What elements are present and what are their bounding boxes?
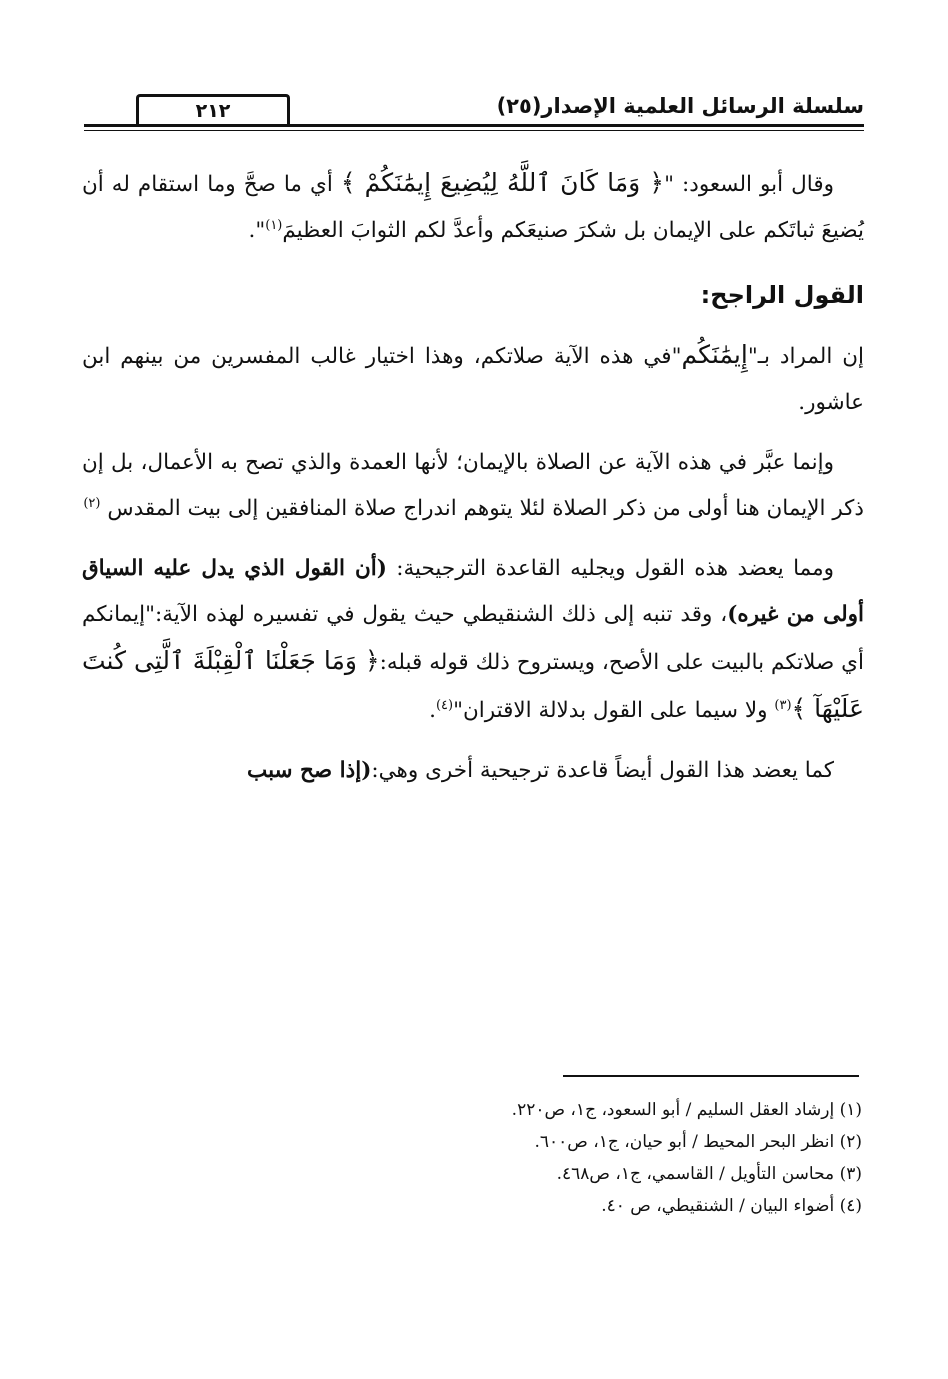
rule-bold: (أن القول الذي يدل عليه السياق أولى من غيره) — [82, 556, 864, 627]
paragraph-end: . — [429, 698, 436, 723]
quran-word: إِيمَٰنَكُم — [681, 340, 748, 369]
footnote-1: (١) إرشاد العقل السليم / أبو السعود، ج١، ص٢٢٠. — [511, 1100, 862, 1120]
footnote-ref-2[interactable]: (٢) — [83, 495, 101, 511]
footnote-2: (٢) انظر البحر المحيط / أبو حيان، ج١، ص٦٠٠. — [534, 1132, 862, 1152]
paragraph-context-rule — [82, 546, 864, 734]
paragraph-text-2: ولا سيما على القول بدلالة الاقتران" — [453, 698, 775, 723]
paragraph-abu-saud-quote — [82, 160, 864, 254]
rule-bold: (إذا صح سبب — [246, 758, 372, 783]
paragraph-end: ". — [248, 218, 266, 243]
section-heading: القول الراجح: — [700, 281, 864, 309]
paragraph-lead: إن المراد بـ" — [747, 344, 864, 369]
paragraph-another-rule — [82, 748, 864, 794]
page-header — [84, 88, 864, 144]
paragraph-text: ، وقد تنبه إلى ذلك الشنقيطي حيث يقول في تفسيره لهذه الآية:"إيمانكم أي صلاتكم بالبيت على الأصح، ويستروح ذلك قوله قبله: — [82, 602, 864, 675]
paragraph-text: وإنما عبَّر في هذه الآية عن الصلاة بالإيمان؛ لأنها العمدة والذي تصح به الأعمال، بل إن ذكر الإيمان هنا أولى من ذكر الصلاة لئلا يتوهم اندراج صلاة المنافقين إلى بيت المقدس — [82, 450, 864, 521]
quran-verse: ﴿ وَمَا كَانَ ٱللَّهُ لِيُضِيعَ إِيمَٰنَكُمْ ﴾ — [340, 168, 665, 197]
paragraph-lead: ومما يعضد هذه القول ويجليه القاعدة الترجيحية: — [386, 556, 834, 581]
footnote-3: (٣) محاسن التأويل / القاسمي، ج١، ص٤٦٨. — [556, 1164, 862, 1184]
header-rule — [84, 124, 864, 127]
paragraph-preferred-view — [82, 332, 864, 426]
footnote-ref-4[interactable]: (٤) — [435, 697, 454, 713]
footnote-ref-3[interactable]: (٣) — [774, 697, 792, 713]
paragraph-lead: كما يعضد هذا القول أيضاً قاعدة ترجيحية أخرى وهي: — [371, 758, 834, 783]
paragraph-text: أي ما صحَّ وما استقام له أن يُضيعَ ثباتَكم على الإيمان بل شكرَ صنيعَكم وأعدَّ لكم الثوابَ العظيمَ — [82, 172, 864, 243]
header-rule-thin — [84, 130, 864, 131]
footnotes — [300, 1094, 862, 1222]
paragraph-text: "في هذه الآية صلاتكم، وهذا اختيار غالب المفسرين من بينهم ابن عاشور. — [82, 344, 864, 415]
paragraph-explanation — [82, 440, 864, 532]
series-title: سلسلة الرسائل العلمية الإصدار(٢٥) — [496, 94, 864, 118]
footnote-separator — [563, 1075, 859, 1077]
paragraph-lead: وقال أبو السعود: " — [664, 172, 834, 197]
footnote-4: (٤) أضواء البيان / الشنقيطي، ص ٤٠. — [601, 1196, 862, 1216]
body-text — [82, 160, 864, 808]
footnote-ref-1[interactable]: (١) — [265, 217, 283, 233]
quran-verse: ﴿ وَمَا جَعَلْنَا ٱلْقِبْلَةَ ٱلَّتِى كُنتَ عَلَيْهَآ ﴾ — [82, 646, 864, 723]
page-number: ٢١٢ — [136, 94, 290, 125]
